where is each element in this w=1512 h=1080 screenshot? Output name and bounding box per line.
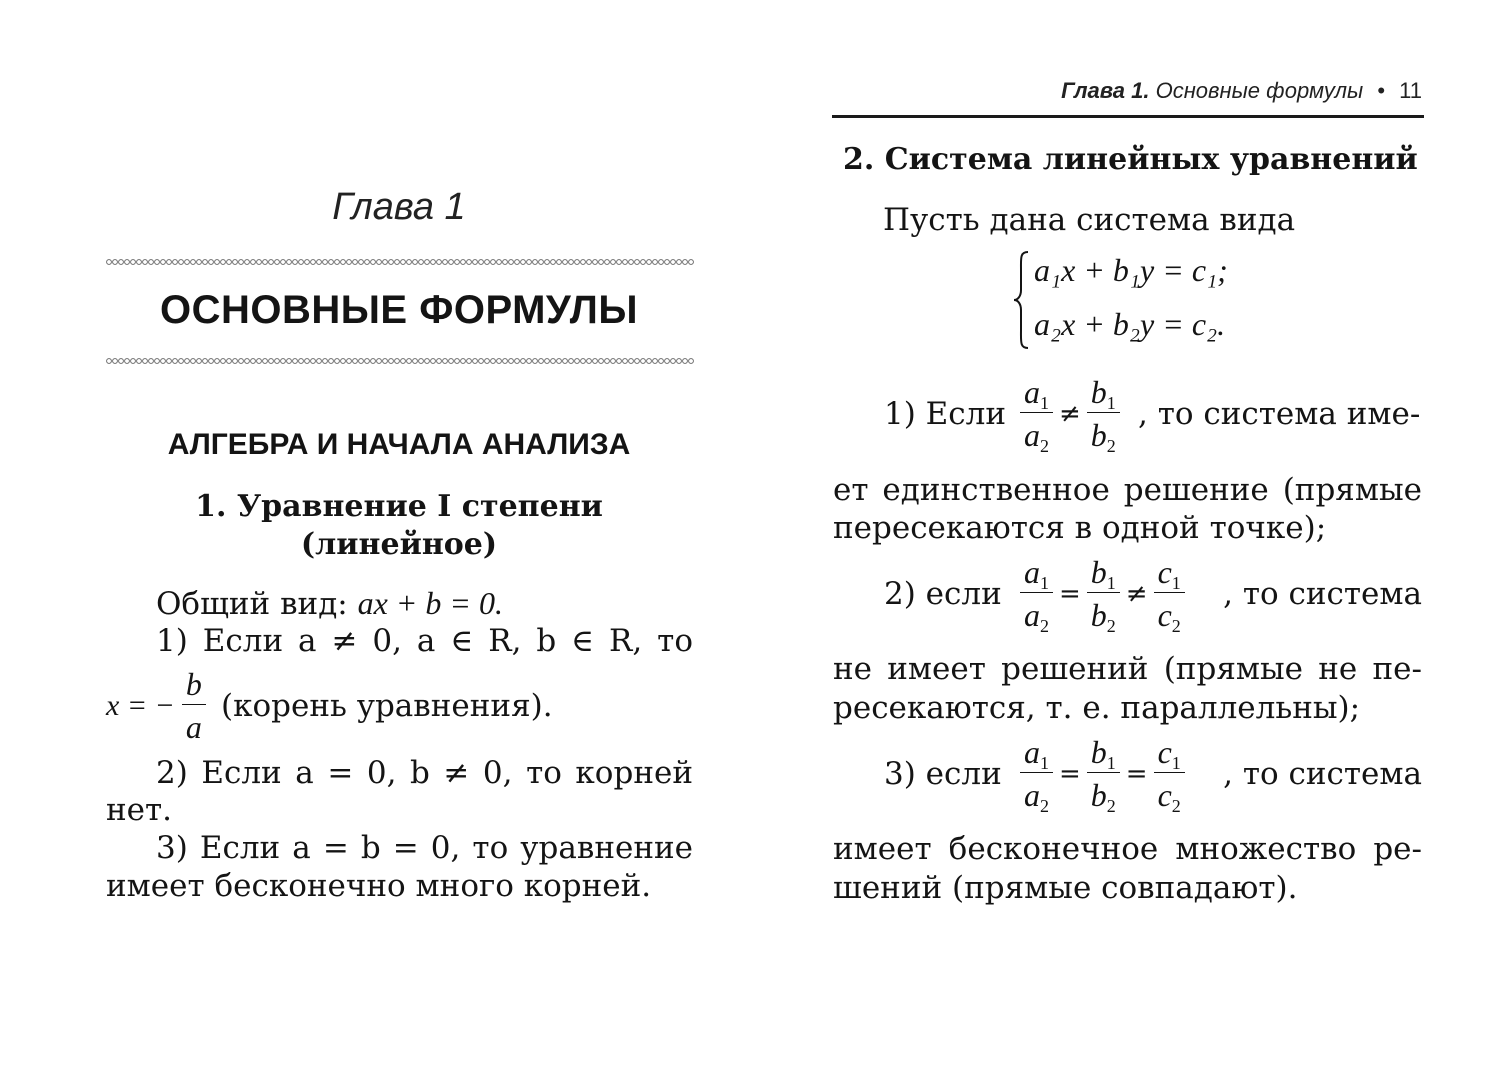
case2-suffix: , то система — [1223, 576, 1422, 612]
frac-b1-b2: $\frac{b_1}{b_2}$ — [1087, 556, 1120, 631]
page-number: 11 — [1399, 78, 1422, 103]
eq-sign: = — [1059, 758, 1081, 789]
neq-sign: ≠ — [1125, 578, 1148, 609]
system-equation-1: a₁x + b₁y = c₁; — [1034, 252, 1228, 288]
subsection-heading-line2: (линейное) — [300, 527, 498, 562]
ornament-divider-bottom — [106, 357, 694, 365]
case3-formula-line — [832, 736, 1422, 828]
equation-system — [1012, 250, 1272, 350]
case1-prefix: 1) Если — [884, 396, 1007, 432]
eq-sign: = — [1059, 578, 1081, 609]
frac-a1-a2: $\frac{a_1}{a_2}$ — [1020, 736, 1053, 811]
chapter-title: ОСНОВНЫЕ ФОРМУЛЫ — [159, 288, 639, 332]
case3-prefix: 3) если — [884, 756, 1002, 792]
frac-b1-b2: $\frac{b_1}{b_2}$ — [1087, 736, 1120, 811]
case3-fractions — [1020, 734, 1185, 816]
case1-formula-line — [832, 376, 1422, 468]
case1-text: 1) Если a ≠ 0, a ∈ R, b ∈ R, то — [156, 623, 693, 659]
general-form-label: Общий вид: — [156, 586, 348, 622]
general-form — [156, 584, 503, 623]
system-equation-2: a₂x + b₂y = c₂. — [1034, 306, 1226, 342]
system-brace — [1012, 250, 1030, 350]
case1-suffix: , то система име- — [1138, 396, 1421, 432]
neq-sign: ≠ — [1059, 398, 1081, 429]
frac-a1-a2: $\frac{a_1}{a_2}$ — [1020, 376, 1053, 451]
eq-sign: = — [1125, 758, 1148, 789]
root-note: (корень уравнения). — [221, 687, 553, 724]
case2-line2: не имеет решений (прямые не пе- — [833, 651, 1422, 687]
root-fraction-numerator: b — [182, 668, 206, 705]
case2-formula-line — [832, 556, 1422, 648]
section-heading: АЛГЕБРА И НАЧАЛА АНАЛИЗА — [167, 428, 631, 461]
case3-line2: имеет бесконечно много корней. — [106, 868, 652, 904]
running-header — [832, 78, 1422, 104]
header-bullet: • — [1377, 78, 1386, 103]
frac-c1-c2: $\frac{c_1}{c_2}$ — [1154, 736, 1185, 811]
system-intro: Пусть дана система вида — [883, 202, 1296, 238]
frac-c1-c2: $\frac{c_1}{c_2}$ — [1154, 556, 1185, 631]
case2-line1: 2) Если a = 0, b ≠ 0, то корней — [156, 755, 693, 791]
chapter-label: Глава 1 — [332, 186, 466, 228]
case1-line3: пересекаются в одной точке); — [833, 510, 1327, 546]
header-title: Основные формулы — [1155, 78, 1364, 103]
case2-prefix: 2) если — [884, 576, 1002, 612]
case3-suffix: , то система — [1223, 756, 1422, 792]
root-fraction — [182, 668, 206, 743]
frac-a1-a2: $\frac{a_1}{a_2}$ — [1020, 556, 1053, 631]
case1-root-formula — [106, 668, 553, 743]
case1-fractions — [1020, 374, 1120, 456]
case3-line1: 3) Если a = b = 0, то уравнение — [156, 830, 693, 866]
ornament-divider-top — [106, 258, 694, 266]
case2-line2: нет. — [106, 792, 173, 828]
case1-line2: ет единственное решение (прямые — [833, 472, 1422, 508]
case3-line2: имеет бесконечное множество ре- — [833, 831, 1422, 867]
case2-fractions — [1020, 554, 1185, 636]
case3-line3: шений (прямые совпадают). — [833, 870, 1298, 906]
section-heading-right: 2. Система линейных уравнений — [843, 142, 1418, 177]
header-chapter: Глава 1. — [1061, 78, 1150, 103]
general-form-formula: ax + b = 0. — [357, 585, 503, 621]
root-fraction-denominator: a — [185, 709, 202, 745]
header-rule — [832, 115, 1424, 118]
frac-b1-b2: $\frac{b_1}{b_2}$ — [1087, 376, 1120, 451]
root-lhs: x = − — [106, 688, 175, 722]
subsection-heading-line1: 1. Уравнение I степени — [195, 489, 603, 524]
case2-line3: ресекаются, т. е. параллельны); — [833, 690, 1361, 726]
